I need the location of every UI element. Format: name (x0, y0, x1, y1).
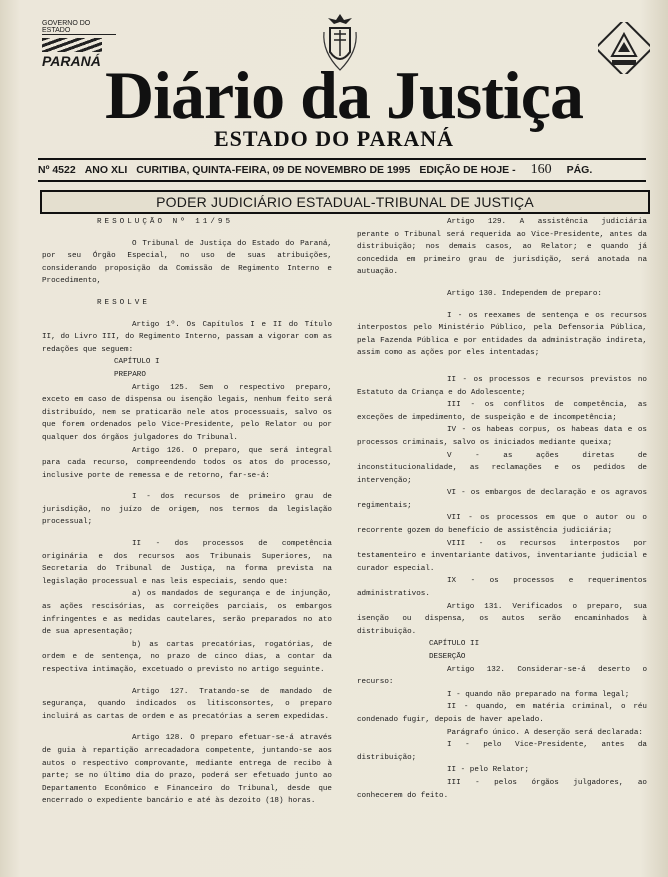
paragraph: Artigo 131. Verificados o preparo, sua isenção ou dispensa, os autos serão encaminhados à distribuição. (357, 602, 647, 636)
section-heading: RESOLUÇÃO Nº 11/95 (97, 218, 234, 226)
paragraph: Parágrafo único. A deserção será declarada: (447, 728, 643, 737)
paragraph: I - dos recursos de primeiro grau de jurisdição, no juízo de origem, nos termos da legislação processual; (42, 493, 332, 527)
paragraph-spacer (42, 482, 332, 491)
left-column (42, 216, 332, 808)
paragraph: VIII - os recursos interpostos por testamenteiro e inventariante dativos, inventariante judicial e curador especial. (357, 539, 647, 573)
section-heading: DESERÇÃO (429, 653, 466, 661)
section-heading: RESOLVE (97, 298, 150, 307)
paragraph: V - as ações diretas de inconstitucionalidade, as reclamações e os pedidos de intervenção; (357, 451, 647, 485)
paragraph: I - pelo Vice-Presidente, antes da distribuição; (357, 741, 647, 762)
paragraph-spacer (42, 229, 332, 238)
paragraph: II - quando, em matéria criminal, o réu condenado fugir, depois de haver apelado. (357, 703, 647, 724)
paragraph: Artigo 130. Independem de preparo: (447, 289, 602, 298)
newspaper-title: Diário da Justiça (105, 57, 583, 133)
section-heading: PREPARO (114, 370, 146, 379)
paragraph: I - quando não preparado na forma legal; (447, 690, 630, 699)
paragraph-spacer (42, 288, 332, 297)
paragraph: II - dos processos de competência originária e dos recursos aos Tribunais Superiores, na Secretaria do Tribunal de Justiça, na forma prevista na legislação processual e nas leis especiais, sendo que: (42, 540, 332, 586)
section-heading: CAPÍTULO II (429, 640, 480, 649)
paragraph: IV - os habeas corpus, os habeas data e os processos criminais, salvo os iniciados mediante queixa; (357, 426, 647, 447)
paragraph-spacer (357, 360, 647, 374)
gov-stripes-icon (42, 38, 102, 52)
paragraph-spacer (42, 310, 332, 319)
issue-place-date: CURITIBA, QUINTA-FEIRA, 09 DE NOVEMBRO DE 1995 (136, 164, 411, 176)
paragraph: Artigo 127. Tratando-se de mandado de segurança, quando indicados os litisconsortes, o preparo incluirá as cartas de ordem e as precatórias a serem expedidas. (42, 687, 332, 721)
section-title: PODER JUDICIÁRIO ESTADUAL-TRIBUNAL DE JUSTIÇA (156, 194, 534, 210)
issue-number: Nº 4522 (38, 164, 76, 176)
paragraph: a) os mandados de segurança e de injunção, as ações rescisórias, as correições parciais, os embargos infringentes e as medidas cautelares, serão preparados no ato de sua apresentação; (42, 590, 332, 637)
issue-info-bar (38, 158, 646, 182)
paragraph-spacer (42, 529, 332, 538)
paragraph: II - os processos e recursos previstos no Estatuto da Criança e do Adolescente; (357, 375, 647, 397)
paragraph: Artigo 132. Considerar-se-á deserto o recurso: (357, 665, 647, 687)
paragraph: O Tribunal de Justiça do Estado do Paraná, por seu Órgão Especial, no uso de suas atribuições, considerando proposição da Comissão de Regimento Interno e Procedimento, (42, 239, 332, 286)
pages-label: PÁG. (566, 164, 593, 176)
edition-label: EDIÇÃO DE HOJE - (419, 164, 516, 176)
paragraph: Artigo 129. A assistência judiciária perante o Tribunal será requerida ao Vice-Presidente, antes da distribuição; nos demais casos, ao Relator; e quando já concedida em primeiro grau de jurisdição, será anotada na autuação. (357, 218, 647, 277)
paragraph: Artigo 1º. Os Capítulos I e II do Título II, do Livro III, do Regimento Interno, passam a vigorar com as redações que seguem: (42, 320, 332, 354)
paragraph: Artigo 125. Sem o respectivo preparo, exceto em caso de dispensa ou isenção legais, nenhum feito será distribuído, nem se praticarão nele atos processuais, salvo os que forem ordenados pelo Vice-Presidente, pelo Relator ou por qualquer dos órgãos julgadores do Tribunal. (42, 383, 332, 442)
page-count: 160 (530, 162, 552, 177)
section-heading: CAPÍTULO I (114, 358, 160, 367)
paragraph: IX - os processos e requerimentos administrativos. (357, 577, 647, 599)
paragraph: III - os conflitos de competência, as exceções de impedimento, de suspeição e de incompetência; (357, 401, 647, 422)
paragraph-spacer (42, 723, 332, 732)
section-header (40, 190, 650, 214)
issue-year: ANO XLI (84, 164, 128, 176)
paragraph: VI - os embargos de declaração e os agravos regimentais; (357, 489, 647, 510)
paragraph: I - os reexames de sentença e os recursos interpostos pelo Ministério Público, pela Defensoria Pública, pela Fazenda Pública e por entidades da administração indireta, assim como as ações por eles intentadas; (357, 311, 647, 358)
paragraph: VII - os processos em que o autor ou o recorrente gozem do benefício de assistência judiciária; (357, 514, 647, 536)
gov-label: GOVERNO DO ESTADO (42, 20, 116, 35)
paragraph: Artigo 126. O preparo, que será integral para cada recurso, compreendendo todos os atos do processo, inclusive porte de remessa e de retorno, far-se-á: (42, 446, 332, 480)
paragraph-spacer (42, 677, 332, 686)
paragraph-spacer (357, 279, 647, 288)
paragraph: b) as cartas precatórias, rogatórias, de ordem e de sentença, no prazo de cinco dias, a contar da respectiva intimação, excetuado o previsto no artigo seguinte. (42, 640, 332, 674)
paragraph-spacer (357, 301, 647, 310)
newspaper-subtitle: ESTADO DO PARANÁ (213, 126, 455, 151)
gov-state: PARANÁ (42, 53, 101, 69)
paragraph: Artigo 128. O preparo efetuar-se-á através de guia à repartição arrecadadora competente, juntando-se aos autos o respectivo comprovante, mediante entrega de recibo à parte; se no último dia do prazo, poderá ser efetuado junto ao Departamento Econômico e Financeiro do Tribunal, desde que encerrado o expediente bancário e até às dezoito (18) horas. (42, 734, 332, 806)
paragraph: III - pelos órgãos julgadores, ao conhecerem do feito. (357, 778, 647, 800)
paragraph: II - pelo Relator; (447, 766, 530, 775)
right-column (357, 216, 647, 802)
